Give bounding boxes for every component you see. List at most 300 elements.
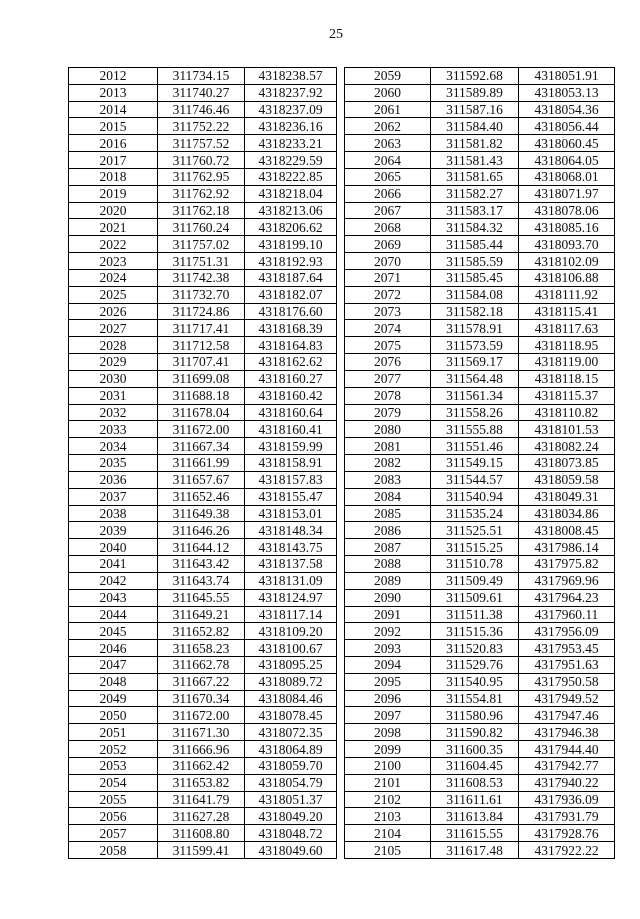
x-coordinate: 311644.12 [158, 539, 245, 556]
x-coordinate: 311707.41 [158, 354, 245, 371]
table-row [69, 253, 337, 270]
table-row [345, 354, 615, 371]
x-coordinate: 311549.15 [431, 455, 519, 472]
y-coordinate: 4318206.62 [245, 219, 337, 236]
x-coordinate: 311657.67 [158, 471, 245, 488]
table-row [69, 84, 337, 101]
point-number: 2062 [345, 118, 431, 135]
table-row [69, 387, 337, 404]
y-coordinate: 4318049.20 [245, 808, 337, 825]
point-number: 2049 [69, 690, 158, 707]
point-number: 2047 [69, 656, 158, 673]
x-coordinate: 311645.55 [158, 589, 245, 606]
y-coordinate: 4318111.92 [519, 286, 615, 303]
table-row [345, 152, 615, 169]
table-row [69, 741, 337, 758]
table-row [69, 354, 337, 371]
table-row [345, 455, 615, 472]
table-row [69, 505, 337, 522]
point-number: 2091 [345, 606, 431, 623]
table-row [345, 101, 615, 118]
table-row [69, 236, 337, 253]
table-row [345, 337, 615, 354]
table-row [345, 791, 615, 808]
x-coordinate: 311671.30 [158, 724, 245, 741]
table-body [69, 68, 337, 859]
y-coordinate: 4317975.82 [519, 556, 615, 573]
x-coordinate: 311732.70 [158, 286, 245, 303]
x-coordinate: 311587.16 [431, 101, 519, 118]
point-number: 2070 [345, 253, 431, 270]
x-coordinate: 311751.31 [158, 253, 245, 270]
table-row [345, 757, 615, 774]
table-row [69, 185, 337, 202]
y-coordinate: 4318072.35 [245, 724, 337, 741]
table-row [345, 168, 615, 185]
x-coordinate: 311592.68 [431, 68, 519, 85]
table-row [69, 724, 337, 741]
table-row [69, 118, 337, 135]
x-coordinate: 311558.26 [431, 404, 519, 421]
x-coordinate: 311757.02 [158, 236, 245, 253]
table-row [69, 757, 337, 774]
table-row [345, 825, 615, 842]
y-coordinate: 4318109.20 [245, 623, 337, 640]
point-number: 2029 [69, 354, 158, 371]
y-coordinate: 4317940.22 [519, 774, 615, 791]
point-number: 2023 [69, 253, 158, 270]
y-coordinate: 4318117.63 [519, 320, 615, 337]
x-coordinate: 311752.22 [158, 118, 245, 135]
table-row [69, 606, 337, 623]
page-number: 25 [329, 27, 343, 42]
y-coordinate: 4318218.04 [245, 185, 337, 202]
point-number: 2088 [345, 556, 431, 573]
point-number: 2038 [69, 505, 158, 522]
point-number: 2096 [345, 690, 431, 707]
point-number: 2026 [69, 303, 158, 320]
y-coordinate: 4318153.01 [245, 505, 337, 522]
table-row [345, 438, 615, 455]
y-coordinate: 4318119.00 [519, 354, 615, 371]
y-coordinate: 4318238.57 [245, 68, 337, 85]
x-coordinate: 311762.92 [158, 185, 245, 202]
point-number: 2081 [345, 438, 431, 455]
x-coordinate: 311529.76 [431, 656, 519, 673]
x-coordinate: 311590.82 [431, 724, 519, 741]
table-row [345, 320, 615, 337]
table-row [345, 640, 615, 657]
x-coordinate: 311662.42 [158, 757, 245, 774]
x-coordinate: 311627.28 [158, 808, 245, 825]
table-row [345, 269, 615, 286]
table-row [69, 539, 337, 556]
x-coordinate: 311520.83 [431, 640, 519, 657]
table-body [345, 68, 615, 859]
point-number: 2094 [345, 656, 431, 673]
table-row [345, 303, 615, 320]
x-coordinate: 311585.59 [431, 253, 519, 270]
x-coordinate: 311661.99 [158, 455, 245, 472]
point-number: 2018 [69, 168, 158, 185]
y-coordinate: 4318106.88 [519, 269, 615, 286]
x-coordinate: 311509.49 [431, 572, 519, 589]
y-coordinate: 4317946.38 [519, 724, 615, 741]
table-row [69, 825, 337, 842]
table-row [69, 219, 337, 236]
table-row [345, 84, 615, 101]
x-coordinate: 311554.81 [431, 690, 519, 707]
point-number: 2089 [345, 572, 431, 589]
x-coordinate: 311667.34 [158, 438, 245, 455]
point-number: 2067 [345, 202, 431, 219]
x-coordinate: 311515.36 [431, 623, 519, 640]
x-coordinate: 311581.65 [431, 168, 519, 185]
point-number: 2086 [345, 522, 431, 539]
table-row [345, 842, 615, 859]
table-row [345, 236, 615, 253]
point-number: 2087 [345, 539, 431, 556]
table-row [345, 808, 615, 825]
y-coordinate: 4318118.95 [519, 337, 615, 354]
point-number: 2020 [69, 202, 158, 219]
x-coordinate: 311670.34 [158, 690, 245, 707]
y-coordinate: 4318160.64 [245, 404, 337, 421]
x-coordinate: 311742.38 [158, 269, 245, 286]
point-number: 2063 [345, 135, 431, 152]
y-coordinate: 4318117.14 [245, 606, 337, 623]
point-number: 2036 [69, 471, 158, 488]
y-coordinate: 4318089.72 [245, 673, 337, 690]
y-coordinate: 4317960.11 [519, 606, 615, 623]
point-number: 2084 [345, 488, 431, 505]
y-coordinate: 4318093.70 [519, 236, 615, 253]
point-number: 2097 [345, 707, 431, 724]
point-number: 2065 [345, 168, 431, 185]
x-coordinate: 311615.55 [431, 825, 519, 842]
y-coordinate: 4318160.42 [245, 387, 337, 404]
table-row [69, 842, 337, 859]
point-number: 2019 [69, 185, 158, 202]
y-coordinate: 4317931.79 [519, 808, 615, 825]
x-coordinate: 311652.46 [158, 488, 245, 505]
y-coordinate: 4318102.09 [519, 253, 615, 270]
x-coordinate: 311600.35 [431, 741, 519, 758]
y-coordinate: 4318155.47 [245, 488, 337, 505]
point-number: 2045 [69, 623, 158, 640]
point-number: 2056 [69, 808, 158, 825]
point-number: 2071 [345, 269, 431, 286]
y-coordinate: 4318100.67 [245, 640, 337, 657]
x-coordinate: 311643.74 [158, 572, 245, 589]
point-number: 2039 [69, 522, 158, 539]
table-row [69, 791, 337, 808]
x-coordinate: 311585.45 [431, 269, 519, 286]
table-row [69, 673, 337, 690]
table-row [69, 522, 337, 539]
y-coordinate: 4318131.09 [245, 572, 337, 589]
coordinates-table-right [344, 67, 615, 859]
table-row [345, 556, 615, 573]
point-number: 2031 [69, 387, 158, 404]
table-row [69, 101, 337, 118]
point-number: 2095 [345, 673, 431, 690]
y-coordinate: 4317936.09 [519, 791, 615, 808]
table-row [345, 606, 615, 623]
y-coordinate: 4318213.06 [245, 202, 337, 219]
point-number: 2059 [345, 68, 431, 85]
y-coordinate: 4318192.93 [245, 253, 337, 270]
y-coordinate: 4318084.46 [245, 690, 337, 707]
point-number: 2053 [69, 757, 158, 774]
y-coordinate: 4318049.31 [519, 488, 615, 505]
y-coordinate: 4318222.85 [245, 168, 337, 185]
x-coordinate: 311643.42 [158, 556, 245, 573]
point-number: 2022 [69, 236, 158, 253]
y-coordinate: 4318034.86 [519, 505, 615, 522]
x-coordinate: 311734.15 [158, 68, 245, 85]
table-row [345, 724, 615, 741]
x-coordinate: 311762.18 [158, 202, 245, 219]
table-row [345, 370, 615, 387]
point-number: 2013 [69, 84, 158, 101]
x-coordinate: 311608.53 [431, 774, 519, 791]
y-coordinate: 4318082.24 [519, 438, 615, 455]
y-coordinate: 4318071.97 [519, 185, 615, 202]
point-number: 2044 [69, 606, 158, 623]
point-number: 2033 [69, 421, 158, 438]
point-number: 2046 [69, 640, 158, 657]
x-coordinate: 311581.43 [431, 152, 519, 169]
x-coordinate: 311555.88 [431, 421, 519, 438]
point-number: 2024 [69, 269, 158, 286]
x-coordinate: 311582.18 [431, 303, 519, 320]
point-number: 2058 [69, 842, 158, 859]
y-coordinate: 4317949.52 [519, 690, 615, 707]
table-row [345, 539, 615, 556]
x-coordinate: 311617.48 [431, 842, 519, 859]
table-row [69, 337, 337, 354]
y-coordinate: 4318048.72 [245, 825, 337, 842]
table-row [69, 135, 337, 152]
y-coordinate: 4318064.05 [519, 152, 615, 169]
point-number: 2103 [345, 808, 431, 825]
x-coordinate: 311762.95 [158, 168, 245, 185]
table-row [69, 808, 337, 825]
y-coordinate: 4317986.14 [519, 539, 615, 556]
x-coordinate: 311760.72 [158, 152, 245, 169]
table-row [69, 471, 337, 488]
table-row [69, 421, 337, 438]
y-coordinate: 4318110.82 [519, 404, 615, 421]
point-number: 2055 [69, 791, 158, 808]
y-coordinate: 4318159.99 [245, 438, 337, 455]
point-number: 2085 [345, 505, 431, 522]
x-coordinate: 311604.45 [431, 757, 519, 774]
x-coordinate: 311611.61 [431, 791, 519, 808]
y-coordinate: 4318124.97 [245, 589, 337, 606]
x-coordinate: 311589.89 [431, 84, 519, 101]
x-coordinate: 311652.82 [158, 623, 245, 640]
table-row [345, 471, 615, 488]
x-coordinate: 311573.59 [431, 337, 519, 354]
point-number: 2075 [345, 337, 431, 354]
table-row [69, 707, 337, 724]
y-coordinate: 4318068.01 [519, 168, 615, 185]
x-coordinate: 311667.22 [158, 673, 245, 690]
y-coordinate: 4317969.96 [519, 572, 615, 589]
x-coordinate: 311544.57 [431, 471, 519, 488]
table-row [345, 505, 615, 522]
point-number: 2082 [345, 455, 431, 472]
x-coordinate: 311584.40 [431, 118, 519, 135]
point-number: 2025 [69, 286, 158, 303]
point-number: 2034 [69, 438, 158, 455]
point-number: 2083 [345, 471, 431, 488]
point-number: 2028 [69, 337, 158, 354]
y-coordinate: 4318237.09 [245, 101, 337, 118]
y-coordinate: 4318054.36 [519, 101, 615, 118]
point-number: 2066 [345, 185, 431, 202]
y-coordinate: 4318078.06 [519, 202, 615, 219]
table-row [69, 68, 337, 85]
x-coordinate: 311561.34 [431, 387, 519, 404]
x-coordinate: 311535.24 [431, 505, 519, 522]
table-row [345, 185, 615, 202]
point-number: 2080 [345, 421, 431, 438]
table-row [69, 320, 337, 337]
table-row [69, 488, 337, 505]
point-number: 2100 [345, 757, 431, 774]
table-row [345, 135, 615, 152]
table-row [69, 556, 337, 573]
table-row [69, 202, 337, 219]
y-coordinate: 4317956.09 [519, 623, 615, 640]
table-row [345, 707, 615, 724]
point-number: 2092 [345, 623, 431, 640]
point-number: 2048 [69, 673, 158, 690]
y-coordinate: 4318160.41 [245, 421, 337, 438]
x-coordinate: 311646.26 [158, 522, 245, 539]
point-number: 2040 [69, 539, 158, 556]
table-row [69, 774, 337, 791]
x-coordinate: 311666.96 [158, 741, 245, 758]
point-number: 2098 [345, 724, 431, 741]
x-coordinate: 311641.79 [158, 791, 245, 808]
x-coordinate: 311746.46 [158, 101, 245, 118]
point-number: 2078 [345, 387, 431, 404]
y-coordinate: 4318118.15 [519, 370, 615, 387]
y-coordinate: 4318237.92 [245, 84, 337, 101]
x-coordinate: 311551.46 [431, 438, 519, 455]
point-number: 2057 [69, 825, 158, 842]
y-coordinate: 4318182.07 [245, 286, 337, 303]
y-coordinate: 4318056.44 [519, 118, 615, 135]
point-number: 2079 [345, 404, 431, 421]
table-row [345, 572, 615, 589]
table-row [345, 741, 615, 758]
x-coordinate: 311510.78 [431, 556, 519, 573]
point-number: 2016 [69, 135, 158, 152]
point-number: 2105 [345, 842, 431, 859]
y-coordinate: 4318085.16 [519, 219, 615, 236]
point-number: 2101 [345, 774, 431, 791]
point-number: 2074 [345, 320, 431, 337]
x-coordinate: 311582.27 [431, 185, 519, 202]
table-row [69, 455, 337, 472]
x-coordinate: 311584.32 [431, 219, 519, 236]
y-coordinate: 4318101.53 [519, 421, 615, 438]
y-coordinate: 4318157.83 [245, 471, 337, 488]
y-coordinate: 4318162.62 [245, 354, 337, 371]
table-row [345, 589, 615, 606]
x-coordinate: 311688.18 [158, 387, 245, 404]
point-number: 2037 [69, 488, 158, 505]
point-number: 2012 [69, 68, 158, 85]
table-row [345, 690, 615, 707]
point-number: 2077 [345, 370, 431, 387]
point-number: 2061 [345, 101, 431, 118]
table-row [345, 522, 615, 539]
table-row [345, 202, 615, 219]
table-row [345, 68, 615, 85]
y-coordinate: 4317922.22 [519, 842, 615, 859]
table-row [345, 219, 615, 236]
x-coordinate: 311649.38 [158, 505, 245, 522]
point-number: 2017 [69, 152, 158, 169]
point-number: 2104 [345, 825, 431, 842]
y-coordinate: 4318073.85 [519, 455, 615, 472]
table-row [69, 404, 337, 421]
point-number: 2076 [345, 354, 431, 371]
x-coordinate: 311578.91 [431, 320, 519, 337]
table-row [345, 421, 615, 438]
x-coordinate: 311583.17 [431, 202, 519, 219]
table-row [69, 168, 337, 185]
y-coordinate: 4318054.79 [245, 774, 337, 791]
point-number: 2099 [345, 741, 431, 758]
table-row [69, 152, 337, 169]
point-number: 2021 [69, 219, 158, 236]
table-row [345, 253, 615, 270]
y-coordinate: 4318143.75 [245, 539, 337, 556]
x-coordinate: 311525.51 [431, 522, 519, 539]
x-coordinate: 311678.04 [158, 404, 245, 421]
y-coordinate: 4318229.59 [245, 152, 337, 169]
point-number: 2050 [69, 707, 158, 724]
x-coordinate: 311608.80 [158, 825, 245, 842]
x-coordinate: 311699.08 [158, 370, 245, 387]
table-row [345, 404, 615, 421]
point-number: 2015 [69, 118, 158, 135]
x-coordinate: 311658.23 [158, 640, 245, 657]
x-coordinate: 311724.86 [158, 303, 245, 320]
point-number: 2027 [69, 320, 158, 337]
y-coordinate: 4317944.40 [519, 741, 615, 758]
table-row [345, 488, 615, 505]
y-coordinate: 4318078.45 [245, 707, 337, 724]
y-coordinate: 4318115.41 [519, 303, 615, 320]
y-coordinate: 4318095.25 [245, 656, 337, 673]
table-row [69, 623, 337, 640]
x-coordinate: 311569.17 [431, 354, 519, 371]
x-coordinate: 311649.21 [158, 606, 245, 623]
y-coordinate: 4318053.13 [519, 84, 615, 101]
x-coordinate: 311540.95 [431, 673, 519, 690]
x-coordinate: 311662.78 [158, 656, 245, 673]
y-coordinate: 4317951.63 [519, 656, 615, 673]
x-coordinate: 311580.96 [431, 707, 519, 724]
